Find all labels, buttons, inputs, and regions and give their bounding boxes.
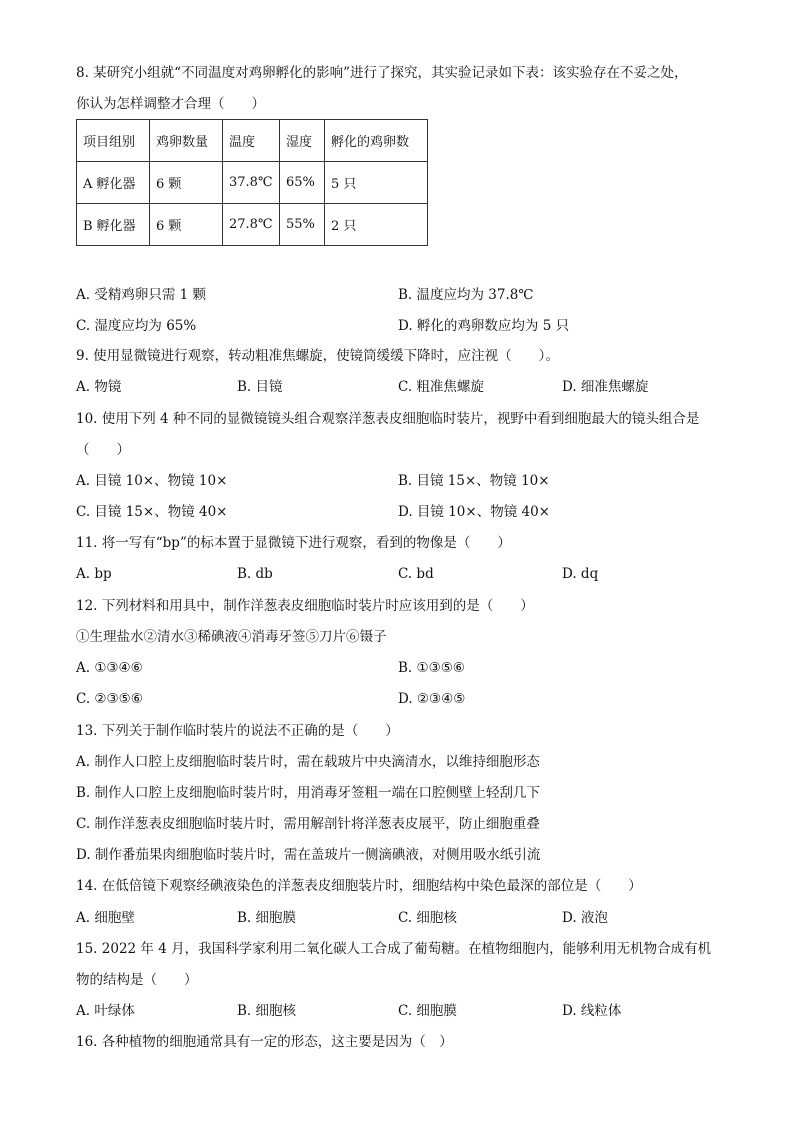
q13-option-c: C. 制作洋葱表皮细胞临时装片时，需用解剖针将洋葱表皮展平，防止细胞重叠	[76, 816, 540, 832]
table-header-cell: 项目组别	[77, 120, 150, 162]
q10-option-c: C. 目镜 15×、物镜 40×	[76, 504, 228, 520]
table-header-cell: 温度	[223, 120, 280, 162]
q10-option-d: D. 目镜 10×、物镜 40×	[398, 504, 550, 520]
q12-option-c: C. ②③⑤⑥	[76, 691, 143, 707]
q13-option-d: D. 制作番茄果肉细胞临时装片时，需在盖玻片一侧滴碘液，对侧用吸水纸引流	[76, 847, 541, 863]
q13-option-a: A. 制作人口腔上皮细胞临时装片时，需在载玻片中央滴清水，以维持细胞形态	[76, 754, 540, 770]
table-header-row	[77, 120, 428, 162]
q14-option-c: C. 细胞核	[398, 910, 457, 926]
q10-stem-line1: 10. 使用下列 4 种不同的显微镜镜头组合观察洋葱表皮细胞临时装片，视野中看到细胞最大的镜头组合是	[76, 411, 700, 427]
q9-option-d: D. 细准焦螺旋	[562, 379, 649, 395]
table-cell: 6 颗	[150, 162, 223, 204]
table-header-cell: 孵化的鸡卵数	[325, 120, 428, 162]
q11-option-b: B. db	[237, 566, 273, 582]
q11-option-a: A. bp	[76, 566, 112, 582]
q15-stem-line1: 15. 2022 年 4 月，我国科学家利用二氧化碳人工合成了葡萄糖。在植物细胞内，能够利用无机物合成有机	[76, 941, 712, 957]
q13-option-b: B. 制作人口腔上皮细胞临时装片时，用消毒牙签粗一端在口腔侧壁上轻刮几下	[76, 785, 541, 801]
q11-option-d: D. dq	[562, 566, 599, 582]
q12-option-b: B. ①③⑤⑥	[398, 660, 465, 676]
q15-option-a: A. 叶绿体	[76, 1003, 135, 1019]
q10-option-b: B. 目镜 15×、物镜 10×	[398, 473, 550, 489]
q9-option-a: A. 物镜	[76, 379, 122, 395]
q16-stem: 16. 各种植物的细胞通常具有一定的形态，这主要是因为（ ）	[76, 1034, 453, 1050]
table-row	[77, 204, 428, 246]
table-header-cell: 鸡卵数量	[150, 120, 223, 162]
table-cell: 37.8℃	[223, 162, 280, 204]
q14-stem: 14. 在低倍镜下观察经碘液染色的洋葱表皮细胞装片时，细胞结构中染色最深的部位是（ ）	[76, 878, 642, 894]
q12-option-d: D. ②③④⑤	[398, 691, 466, 707]
q15-option-d: D. 线粒体	[562, 1003, 622, 1019]
q8-option-a: A. 受精鸡卵只需 1 颗	[76, 287, 207, 303]
q14-option-b: B. 细胞膜	[237, 910, 297, 926]
q12-option-a: A. ①③④⑥	[76, 660, 143, 676]
q8-stem-line2: 你认为怎样调整才合理（ ）	[76, 96, 265, 112]
q14-option-a: A. 细胞壁	[76, 910, 135, 926]
q15-option-c: C. 细胞膜	[398, 1003, 457, 1019]
q8-option-b: B. 温度应均为 37.8℃	[398, 287, 534, 303]
table-cell: B 孵化器	[77, 204, 150, 246]
q8-option-c: C. 湿度应均为 65%	[76, 318, 197, 334]
q9-option-c: C. 粗准焦螺旋	[398, 379, 484, 395]
q10-option-a: A. 目镜 10×、物镜 10×	[76, 473, 228, 489]
q9-stem: 9. 使用显微镜进行观察，转动粗准焦螺旋，使镜筒缓缓下降时，应注视（ ）。	[76, 348, 559, 364]
table-cell: A 孵化器	[77, 162, 150, 204]
q8-stem-line1: 8. 某研究小组就“不同温度对鸡卵孵化的影响”进行了探究，其实验记录如下表：该实验存在不妥之处，	[76, 65, 688, 81]
table-cell: 6 颗	[150, 204, 223, 246]
q11-stem: 11. 将一写有“bp”的标本置于显微镜下进行观察，看到的物像是（ ）	[76, 535, 511, 551]
experiment-table	[76, 119, 428, 246]
table-row	[77, 162, 428, 204]
q8-option-d: D. 孵化的鸡卵数应均为 5 只	[398, 318, 570, 334]
q15-stem-line2: 物的结构是（ ）	[76, 972, 198, 988]
table-cell: 5 只	[325, 162, 428, 204]
q12-stem: 12. 下列材料和用具中，制作洋葱表皮细胞临时装片时应该用到的是（ ）	[76, 598, 534, 614]
q10-stem-line2: （ ）	[76, 442, 130, 458]
q15-option-b: B. 细胞核	[237, 1003, 297, 1019]
q11-option-c: C. bd	[398, 566, 434, 582]
table-cell: 2 只	[325, 204, 428, 246]
q14-option-d: D. 液泡	[562, 910, 608, 926]
table-header-cell: 湿度	[280, 120, 325, 162]
table-cell: 55%	[280, 204, 325, 246]
q13-stem: 13. 下列关于制作临时装片的说法不正确的是（ ）	[76, 723, 399, 739]
table-cell: 27.8℃	[223, 204, 280, 246]
table-cell: 65%	[280, 162, 325, 204]
q9-option-b: B. 目镜	[237, 379, 283, 395]
q12-materials: ①生理盐水②清水③稀碘液④消毒牙签⑤刀片⑥镊子	[76, 629, 387, 645]
